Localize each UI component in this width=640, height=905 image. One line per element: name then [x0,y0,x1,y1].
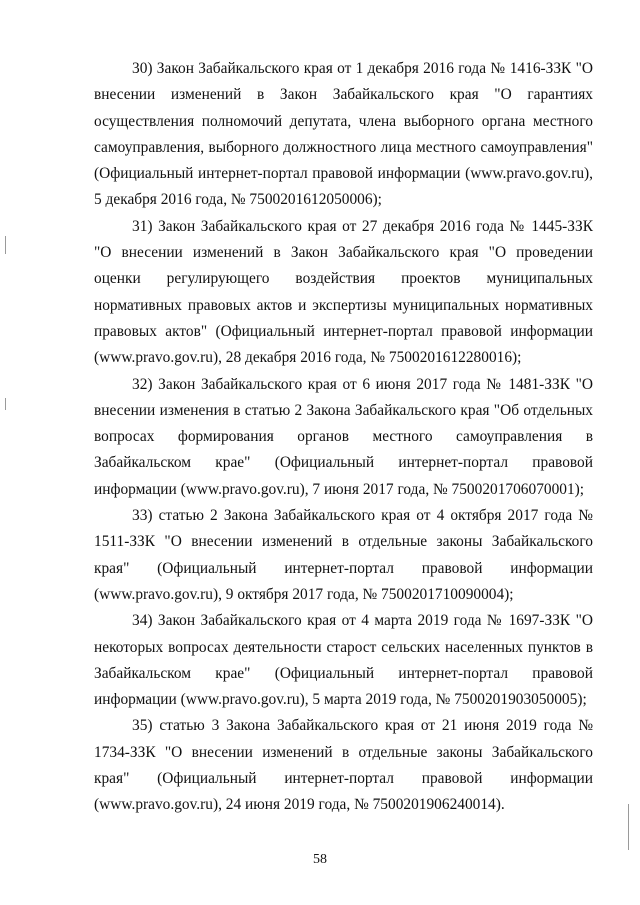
list-item-31: 31) Закон Забайкальского края от 27 декабря 2016 года № 1445-ЗЗК "О внесении изменений в Закон Забайкальского края "О проведении оценки регулирующего воздействия проектов муниципальных нормативных правовых актов и экспертизы муниципальных нормативных правовых актов" (Официальный интернет-портал правовой информации (www.pravo.gov.ru), 28 декабря 2016 года, № 7500201612280016); [94,217,593,367]
scan-artifact-line [628,804,629,850]
scan-artifact-line [5,398,6,410]
page-number: 58 [313,852,327,867]
list-item-30: 30) Закон Забайкальского края от 1 декабря 2016 года № 1416-ЗЗК "О внесении изменений в Закон Забайкальского края "О гарантиях осуществления полномочий депутата, члена выборного органа местного самоуправления, выборного должностного лица местного самоуправления" (Официальный интернет-портал правовой информации (www.pravo.gov.ru), 5 декабря 2016 года, № 7500201612050006); [94,60,593,209]
law-list [94,56,593,819]
scan-artifact-line [5,236,6,254]
list-item-33: 33) статью 2 Закона Забайкальского края от 4 октября 2017 года № 1511-ЗЗК "О внесении изменений в отдельные законы Забайкальского края" (Официальный интернет-портал правовой информации (www.pravo.gov.ru), 9 октября 2017 года, № 7500201710090004); [94,507,593,603]
list-item-32: 32) Закон Забайкальского края от 6 июня 2017 года № 1481-ЗЗК "О внесении изменения в статью 2 Закона Забайкальского края "Об отдельных вопросах формирования органов местного самоуправления в Забайкальском крае" (Официальный интернет-портал правовой информации (www.pravo.gov.ru), 7 июня 2017 года, № 7500201706070001); [94,375,593,498]
list-item-34: 34) Закон Забайкальского края от 4 марта 2019 года № 1697-ЗЗК "О некоторых вопросах деятельности старост сельских населенных пунктов в Забайкальском крае" (Официальный интернет-портал правовой информации (www.pravo.gov.ru), 5 марта 2019 года, № 7500201903050005); [94,612,593,709]
list-item-35: 35) статью 3 Закона Забайкальского края от 21 июня 2019 года № 1734-ЗЗК "О внесении изменений в отдельные законы Забайкальского края" (Официальный интернет-портал правовой информации (www.pravo.gov.ru), 24 июня 2019 года, № 7500201906240014). [94,717,593,814]
